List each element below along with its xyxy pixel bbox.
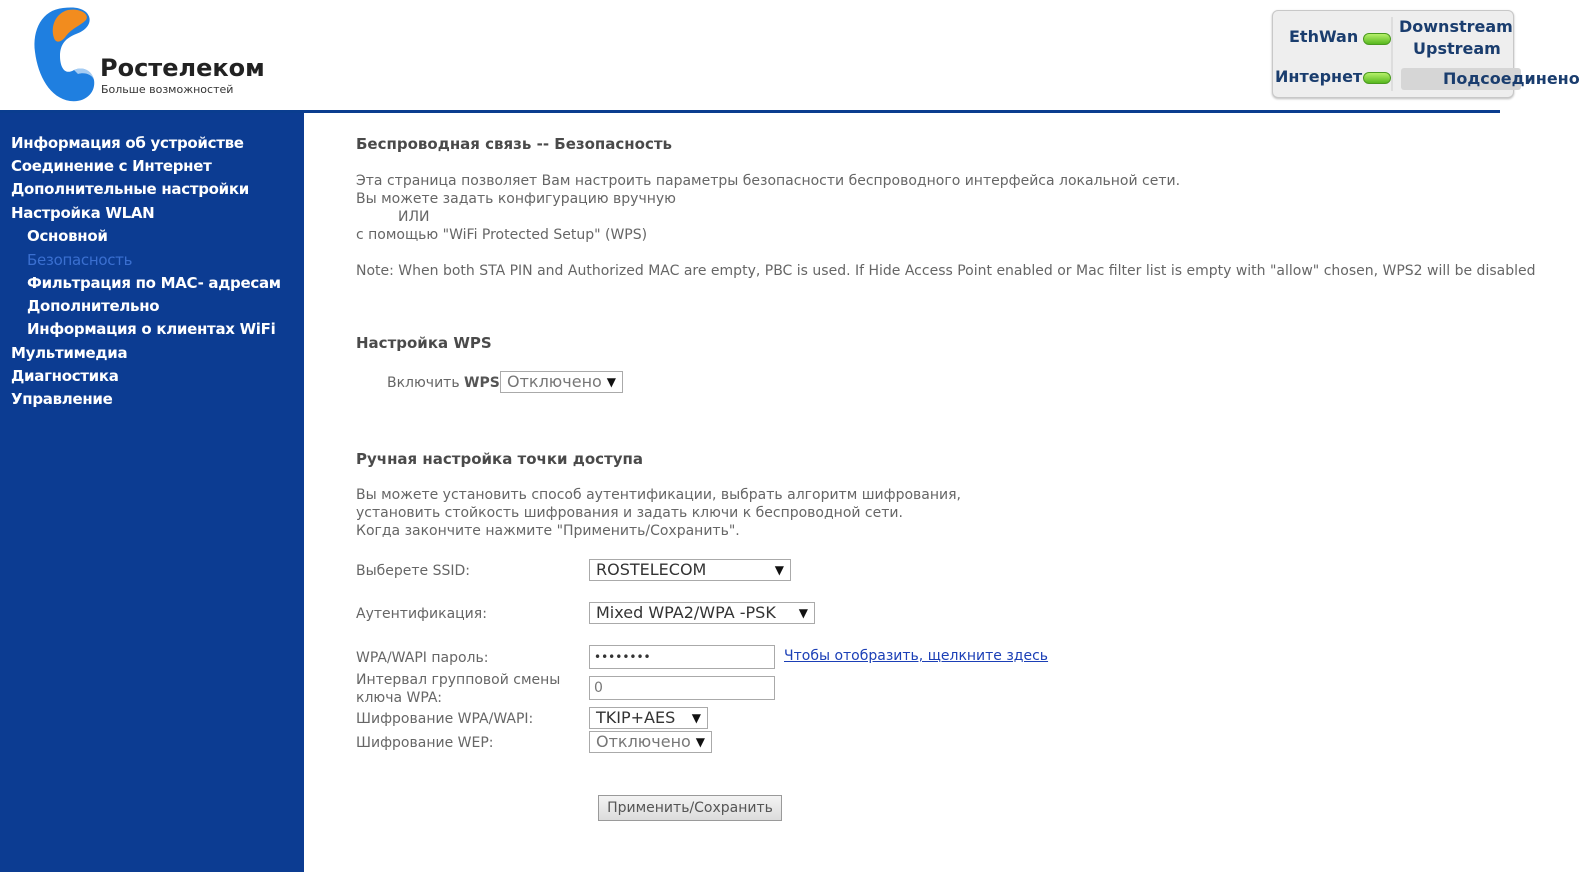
nav-wlan-basic[interactable]: Основной <box>27 227 108 245</box>
internet-led-icon <box>1363 72 1391 84</box>
brand-name: Ростелеком <box>100 54 265 82</box>
interval-label-2: ключа WPA: <box>356 690 442 706</box>
wps-enable-value: Отключено <box>507 372 602 391</box>
nav-internet-connection[interactable]: Соединение с Интернет <box>11 157 212 175</box>
wps-enable-select[interactable] <box>500 371 623 393</box>
sidebar <box>0 113 304 872</box>
connection-status-label: Подсоединено <box>1443 69 1580 88</box>
encryption-value: TKIP+AES <box>596 708 676 727</box>
nav-advanced-settings[interactable]: Дополнительные настройки <box>11 180 249 198</box>
nav-device-info[interactable]: Информация об устройстве <box>11 134 244 152</box>
auth-value: Mixed WPA2/WPA -PSK <box>596 603 776 622</box>
manual-heading: Ручная настройка точки доступа <box>356 450 644 468</box>
nav-wlan-setup[interactable]: Настройка WLAN <box>11 204 155 222</box>
show-password-link[interactable]: Чтобы отобразить, щелкните здесь <box>784 648 1049 664</box>
upstream-label: Upstream <box>1413 39 1501 58</box>
brand-tagline: Больше возможностей <box>101 83 234 96</box>
wps-note: Note: When both STA PIN and Authorized MAC are empty, PBC is used. If Hide Access Point enabled or Mac filter list is empty with "allow" chosen, WPS2 will be disabled <box>356 263 1536 279</box>
encryption-select[interactable] <box>589 707 708 729</box>
nav-wifi-clients[interactable]: Информация о клиентах WiFi <box>27 320 276 338</box>
manual-text-2: установить стойкость шифрования и задать ключи к беспроводной сети. <box>356 505 903 521</box>
downstream-label: Downstream <box>1399 17 1513 36</box>
nav-mac-filter[interactable]: Фильтрация по MAC- адресам <box>27 274 281 292</box>
ethwan-label: EthWan <box>1289 27 1359 46</box>
apply-save-button[interactable]: Применить/Сохранить <box>598 795 782 821</box>
ssid-label: Выберете SSID: <box>356 563 471 579</box>
intro-text-2: Вы можете задать конфигурацию вручную <box>356 191 676 207</box>
intro-text-3: с помощью "WiFi Protected Setup" (WPS) <box>356 227 648 243</box>
nav-multimedia[interactable]: Мультимедиа <box>11 344 128 362</box>
password-label: WPA/WAPI пароль: <box>356 650 489 666</box>
chevron-down-icon: ▼ <box>798 606 808 620</box>
encryption-label: Шифрование WPA/WAPI: <box>356 711 534 727</box>
main-content <box>304 113 1536 872</box>
ssid-select[interactable] <box>589 559 791 581</box>
interval-input[interactable]: 0 <box>589 676 775 700</box>
status-panel <box>1272 10 1580 98</box>
intro-text-1: Эта страница позволяет Вам настроить параметры безопасности беспроводного интерфейса локальной сети. <box>356 173 1181 189</box>
auth-label: Аутентификация: <box>356 606 487 622</box>
ssid-value: ROSTELECOM <box>596 560 707 579</box>
chevron-down-icon: ▼ <box>774 563 784 577</box>
chevron-down-icon: ▼ <box>691 711 701 725</box>
nav-wlan-advanced[interactable]: Дополнительно <box>27 297 160 315</box>
interval-label-1: Интервал групповой смены <box>356 672 561 688</box>
internet-label: Интернет <box>1275 67 1363 86</box>
wps-enable-label <box>387 374 500 392</box>
nav-diagnostics[interactable]: Диагностика <box>11 367 119 385</box>
wps-enable-text: Включить <box>387 375 460 391</box>
header <box>0 0 1580 111</box>
wep-value: Отключено <box>596 732 691 751</box>
chevron-down-icon: ▼ <box>695 735 705 749</box>
status-separator <box>1391 17 1393 91</box>
chevron-down-icon: ▼ <box>606 375 616 389</box>
nav-wlan-security[interactable]: Безопасность <box>27 251 133 269</box>
manual-text-1: Вы можете установить способ аутентификации, выбрать алгоритм шифрования, <box>356 487 962 503</box>
intro-text-or: ИЛИ <box>398 209 430 225</box>
nav-management[interactable]: Управление <box>11 390 113 408</box>
wps-heading: Настройка WPS <box>356 334 492 352</box>
manual-text-3: Когда закончите нажмите "Применить/Сохранить". <box>356 523 740 539</box>
auth-select[interactable] <box>589 602 815 624</box>
ethwan-led-icon <box>1363 33 1391 45</box>
wep-select[interactable] <box>589 731 712 753</box>
wps-enable-bold: WPS <box>464 375 500 391</box>
logo-mark-icon <box>30 4 100 104</box>
page-title: Беспроводная связь -- Безопасность <box>356 135 673 153</box>
rostelecom-logo <box>30 4 270 104</box>
wep-label: Шифрование WEP: <box>356 735 494 751</box>
password-input[interactable]: •••••••• <box>589 645 775 669</box>
